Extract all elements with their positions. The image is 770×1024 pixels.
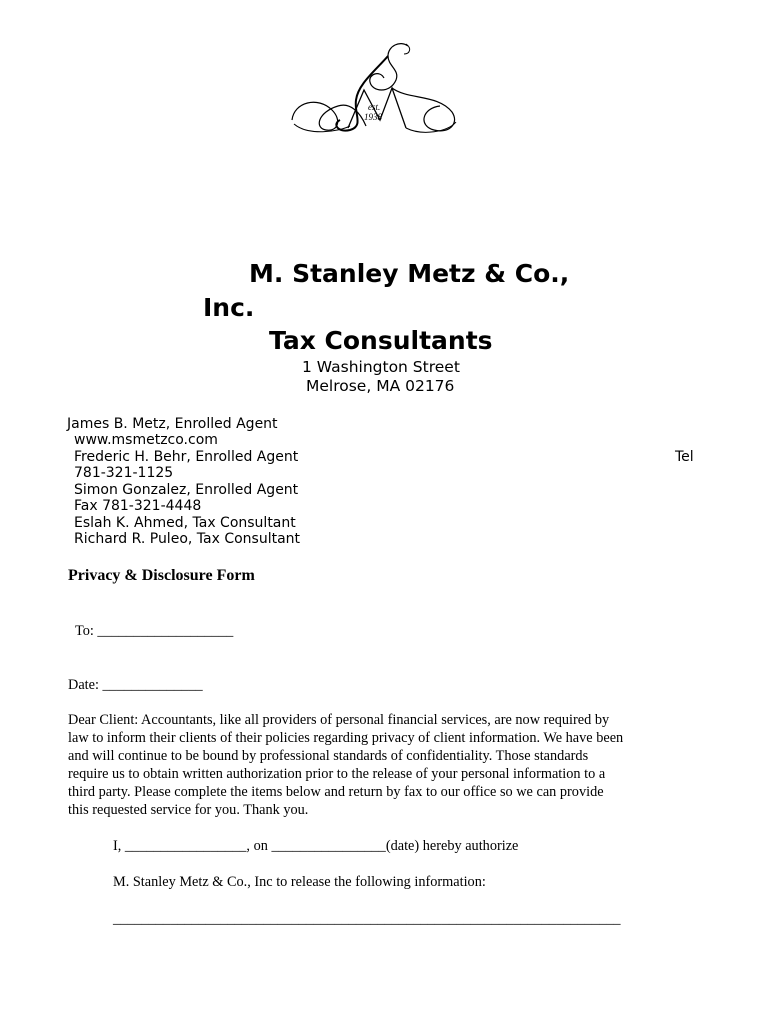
firm-street: 1 Washington Street [302,358,460,376]
tel-label: Tel [675,449,694,465]
paragraph-line: Dear Client: Accountants, like all providers of personal financial services, are now required by [68,712,610,728]
staff-line-7: Eslah K. Ahmed, Tax Consultant [74,515,296,531]
firm-city-state-zip: Melrose, MA 02176 [306,377,455,395]
paragraph-line: and will continue to be bound by professional standards of confidentiality. Those standards [68,748,589,764]
form-title: Privacy & Disclosure Form [68,567,255,584]
release-info-blank: _______________________________________________________________________ [113,911,621,927]
paragraph-line: require us to obtain written authorization prior to the release of your personal information to a [68,766,606,782]
paragraph-line: third party. Please complete the items below and return by fax to our office so we can provide [68,784,604,800]
release-line: M. Stanley Metz & Co., Inc to release the following information: [113,874,486,890]
staff-line-8: Richard R. Puleo, Tax Consultant [74,531,301,547]
date-field: Date: ______________ [68,677,203,693]
authorize-line: I, _________________, on ________________(date) hereby authorize [113,838,519,854]
logo-est-year: 1938 [364,112,382,122]
logo-est-label: est. [368,102,381,112]
paragraph-line: law to inform their clients of their policies regarding privacy of client information. We have been [68,730,624,746]
ms-monogram-logo-icon [288,40,460,136]
staff-line-6: Fax 781-321-4448 [74,498,202,514]
to-field: To: ___________________ [75,623,234,639]
staff-line-1: James B. Metz, Enrolled Agent [67,416,278,432]
firm-name-line1: M. Stanley Metz & Co., [249,259,570,288]
staff-line-4: 781-321-1125 [74,465,174,481]
staff-line-5: Simon Gonzalez, Enrolled Agent [74,482,299,498]
paragraph-line: this requested service for you. Thank you. [68,802,309,818]
firm-name-line2: Inc. [203,293,255,322]
staff-line-3: Frederic H. Behr, Enrolled Agent [74,449,299,465]
firm-tagline: Tax Consultants [269,326,493,355]
staff-line-2: www.msmetzco.com [74,432,218,448]
intro-paragraph [68,711,668,819]
